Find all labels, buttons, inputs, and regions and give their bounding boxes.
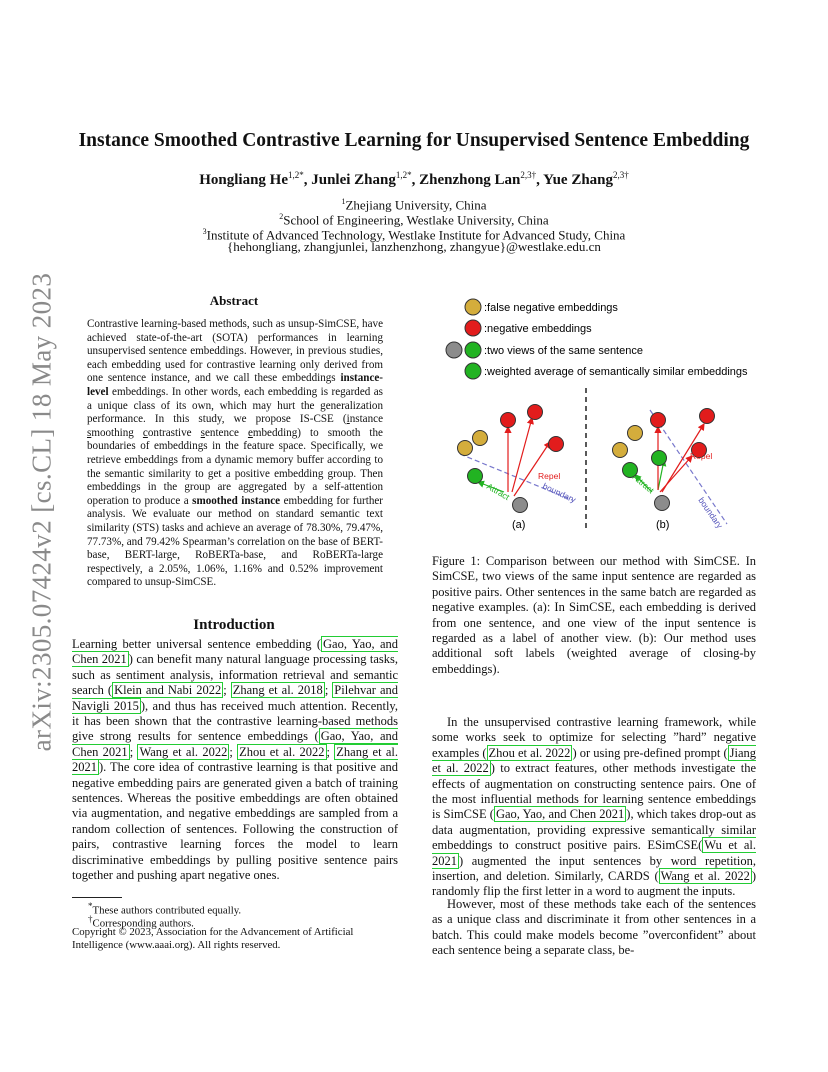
- negative-embedding: [700, 409, 715, 424]
- author-list: [40, 170, 788, 189]
- false-negative-legend-marker: [465, 299, 481, 315]
- abstract-heading: Abstract: [209, 293, 259, 308]
- repel-label: Repel: [690, 451, 713, 461]
- citation-link[interactable]: Pilehvar and Navigli 2015: [72, 683, 398, 713]
- body-paragraph: However, most of these methods take each of the sentences as a unique class and discriminate it from other sentences in a batch. This could make models become ”overconfident” about each sentence being a separate class, be-: [432, 897, 756, 958]
- affiliation: $^1$Zhejiang University, China: [341, 197, 487, 213]
- citation-link[interactable]: Gao, Yao, and Chen 2021: [495, 807, 625, 822]
- abstract-body: Contrastive learning-based methods, such as unsup-SimCSE, have achieved state-of-the-art (SOTA) performances in learning unsupervised sentence embeddings. However, in previous studies, each embedding used for contrastive learning only derived from one sentence instance, and we call these embeddings instance-level embeddings. In other words, each embedding is regarded as a unique class of its own, which may hurt the generalization performance. In this study, we propose IS-CSE (instance smoothing contrastive sentence embedding) to smooth the boundaries of embeddings in the feature space. Specifically, we retrieve embeddings from a dynamic memory buffer according to the semantic similarity to get a positive embedding group. Then embeddings in the group are aggregated by a self-attention operation to produce a smoothed instance embedding for further analysis. We evaluate our method on standard semantic text similarity (STS) tasks and achieve an average of 78.30%, 79.47%, 77.73%, and 79.42% Spearman’s correlation on the base of BERT-base, BERT-large, RoBERTa-base, and RoBERTa-large respectively, a 2.05%, 1.06%, 1.16% and 0.52% improvement compared to unsup-SimCSE.: [87, 318, 383, 589]
- positive-view-embedding: [468, 469, 483, 484]
- footnote-rule: [72, 897, 122, 898]
- arxiv-identifier: arXiv:2305.07424v2 [cs.CL] 18 May 2023: [26, 272, 57, 752]
- author: Hongliang $He^{1,2*}$,: [199, 170, 312, 188]
- citation-link[interactable]: Zhou et al. 2022: [488, 745, 571, 760]
- boundary-label: boundary: [541, 480, 578, 505]
- citation-link[interactable]: Klein and Nabi 2022: [114, 683, 222, 698]
- citation-link[interactable]: Jiang et al. 2022: [432, 745, 756, 776]
- anchor-view-embedding: [513, 498, 528, 513]
- paper-title: Instance Smoothed Contrastive Learning for Unsupervised Sentence Embedding: [78, 130, 750, 151]
- negative-legend-marker: [465, 320, 481, 336]
- figure-caption: Figure 1: Comparison between our method with SimCSE. In SimCSE, two views of the same input sentence are regarded as positive pairs. Other sentences in the same batch are regarded as negative examples. (a): In SimCSE, each embedding is derived from one sentence, and one view of the input sentence is regarded as a label of another view. (b): Our method uses additional soft labels (weighted average of closing-by embeddings).: [432, 554, 756, 676]
- copyright-notice: Copyright © 2023, Association for the Advancement of Artificial Intelligence (www.aaai.org). All rights reserved.: [72, 926, 354, 951]
- body-paragraph: In the unsupervised contrastive learning framework, while some works seek to optimize for selecting ”hard” negative examples ( Zhou et al. 2022 ) or using pre-defined prompt ( Jiang et al. 2022 ) to extract features, other methods investigate the effects of augmentation on constructing sentence pairs. One of the most influential methods for learning sentence embeddings is SimCSE ( Gao, Yao, and Chen 2021 ), which takes drop-out as data augmentation, providing expressive semantically similar embeddings to construct positive pairs. ESimCSE( Wu et al. 2021 ) augmented the input sentences by word repetition, insertion, and deletion. Similarly, CARDS ( Wang et al. 2022 ) randomly flip the first letter in a word to augment the inputs.: [432, 715, 757, 899]
- citation-link[interactable]: Zhang et al. 2021: [72, 744, 398, 775]
- arxiv-sidebar: [20, 272, 64, 752]
- false-negative-embedding: [628, 426, 643, 441]
- figure-1: [432, 292, 762, 542]
- citation-link[interactable]: Gao, Yao, and Chen 2021: [72, 637, 398, 667]
- citation-link[interactable]: Wang et al. 2022: [660, 869, 750, 884]
- affiliation: $^2$School of Engineering, Westlake University, China: [279, 212, 549, 228]
- attract-label: Attract: [630, 471, 656, 496]
- introduction-heading: Introduction: [193, 617, 275, 633]
- false-negative-embedding: [473, 431, 488, 446]
- legend-weighted: :weighted average of semantically similar embeddings: [484, 366, 748, 378]
- weighted-legend-marker: [465, 363, 481, 379]
- author: Yue Zhang$^{2,3\dagger}$: [543, 170, 629, 188]
- introduction-body: Learning better universal sentence embedding ( Gao, Yao, and Chen 2021 ) can benefit many natural language processing tasks, such as sentiment analysis, information retrieval and semantic search ( Klein and Nabi 2022 ; Zhang et al. 2018 ; Pilehvar and Navigli 2015 ), and thus has received much attention. Recently, it has been shown that the contrastive learning-based methods give strong results for sentence embeddings ( Gao, Yao, and Chen 2021 ; Wang et al. 2022 ; Zhou et al. 2022 ; Zhang et al. 2021 ). The core idea of contrastive learning is that positive and negative embedding pairs are generated given a batch of training sentences. Whereas the positive embeddings are often obtained via augmentation, and negative embeddings are sampled from a random collection of sentences. Following the construction of pairs, contrastive learning forces the model to learn discriminative embeddings by pulling positive sentence pairs together and pushing apart negative ones.: [72, 637, 398, 883]
- repel-label: Repel: [538, 471, 561, 481]
- panel-b: [613, 409, 728, 532]
- false-negative-embedding: [613, 443, 628, 458]
- author: Zhenzhong Lan$^{2,3\dagger}$,: [419, 170, 544, 188]
- panel-a-label: (a): [512, 519, 526, 531]
- author: Junlei Zhang$^{1,2*}$,: [311, 170, 420, 188]
- weighted-average-embedding: [652, 451, 667, 466]
- legend-negative: :negative embeddings: [484, 323, 592, 335]
- repel-arrow: [512, 418, 532, 492]
- false-negative-embedding: [458, 441, 473, 456]
- negative-embedding: [528, 405, 543, 420]
- legend-false-negative: :false negative embeddings: [484, 302, 618, 314]
- affiliation: $^3$Institute of Advanced Technology, Westlake Institute for Advanced Study, China: [202, 227, 626, 243]
- footnote-corresponding: †Corresponding authors.: [88, 914, 194, 930]
- anchor-view-embedding: [655, 496, 670, 511]
- attract-label: Attract: [485, 481, 512, 503]
- footnote-equal: *These authors contributed equally.: [88, 901, 242, 917]
- panel-b-label: (b): [656, 519, 670, 531]
- panel-a: [458, 405, 579, 532]
- negative-embedding: [651, 413, 666, 428]
- legend-two-views: :two views of the same sentence: [484, 345, 643, 357]
- view-green-legend-marker: [465, 342, 481, 358]
- negative-embedding: [501, 413, 516, 428]
- citation-link[interactable]: Gao, Yao, and Chen 2021: [72, 729, 398, 759]
- citation-link[interactable]: Wu et al. 2021: [432, 838, 756, 868]
- boundary-label: boundary: [696, 495, 725, 531]
- citation-link[interactable]: Zhou et al. 2022: [239, 744, 325, 759]
- citation-link[interactable]: Wang et al. 2022: [139, 744, 228, 759]
- author-emails: {hehongliang, zhangjunlei, lanzhenzhong, zhangyue}@westlake.edu.cn: [227, 239, 601, 254]
- citation-link[interactable]: Zhang et al. 2018: [232, 683, 323, 698]
- negative-embedding: [549, 437, 564, 452]
- view-gray-legend-marker: [446, 342, 462, 358]
